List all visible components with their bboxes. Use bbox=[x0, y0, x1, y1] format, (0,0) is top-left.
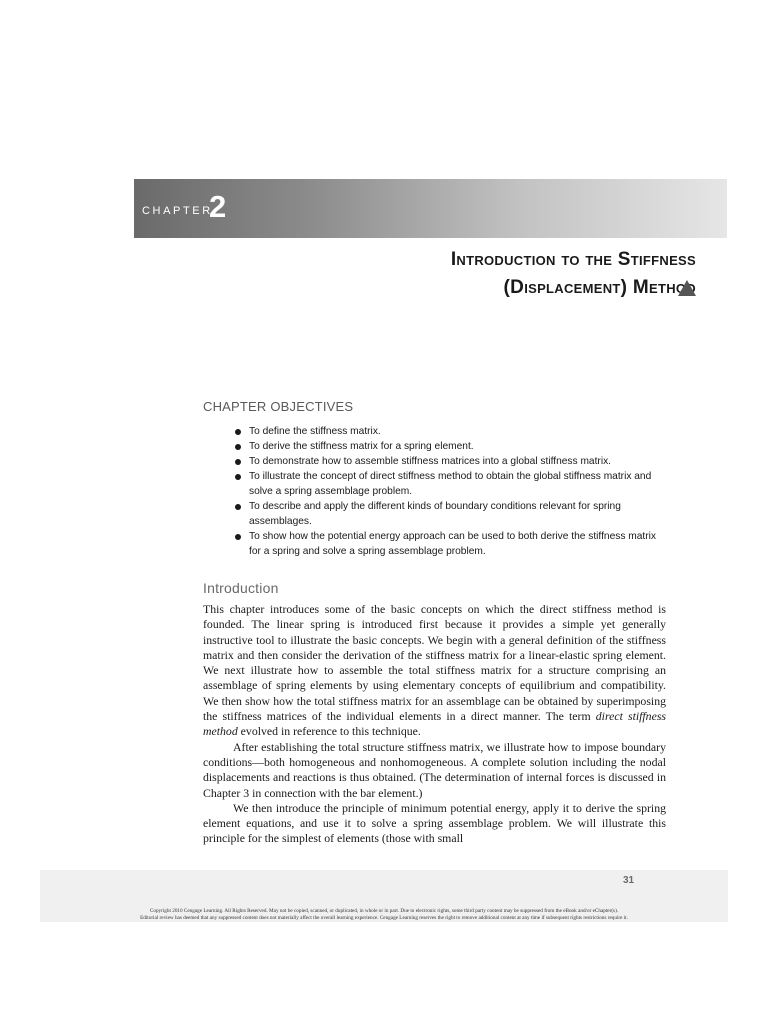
list-item bbox=[249, 529, 665, 559]
list-item bbox=[249, 469, 665, 499]
introduction-body bbox=[203, 602, 666, 847]
list-item-text: To show how the potential energy approach can be used to both derive the stiffness matrix for a spring and solve a spring assemblage problem. bbox=[249, 531, 656, 557]
list-item bbox=[249, 424, 665, 439]
bullet-icon bbox=[235, 534, 241, 540]
bullet-icon bbox=[235, 444, 241, 450]
list-item-text: To describe and apply the different kinds of boundary conditions relevant for spring assemblages. bbox=[249, 501, 621, 527]
bullet-icon bbox=[235, 504, 241, 510]
emphasis-term: direct stiffness method bbox=[203, 709, 667, 739]
list-item bbox=[249, 454, 665, 469]
bullet-icon bbox=[235, 459, 241, 465]
list-item-text: To define the stiffness matrix. bbox=[249, 426, 381, 437]
chapter-banner bbox=[134, 179, 727, 238]
chapter-number: 2 bbox=[209, 189, 227, 224]
copyright-line-2: Editorial review has deemed that any suppressed content does not materially affect the overall learning experience. Cengage Learning reserves the right to remove additional content at any time if subsequent rights restrictions require it. bbox=[140, 915, 628, 921]
paragraph-1: This chapter introduces some of the basic concepts on which the direct stiffness method is founded. The linear spring is introduced first because it provides a simple yet generally instructive tool to illustrate the basic concepts. We begin with a general definition of the stiffness matrix and then consider the derivation of the stiffness matrix for a linear-elastic spring element. We next illustrate how to assemble the total stiffness matrix for a structure comprising an assemblage of spring elements by using elementary concepts of equilibrium and compatibility. We then show how the total stiffness matrix for an assemblage can be obtained by superimposing the stiffness matrices of the individual elements in a direct manner. The term direct stiffness method evolved in reference to this technique. bbox=[203, 602, 667, 739]
objectives-heading: CHAPTER OBJECTIVES bbox=[203, 399, 354, 414]
introduction-heading: Introduction bbox=[203, 580, 279, 596]
list-item bbox=[249, 439, 665, 454]
list-item-text: To derive the stiffness matrix for a spring element. bbox=[249, 441, 474, 452]
objectives-list bbox=[249, 424, 665, 559]
list-item bbox=[249, 499, 665, 529]
paragraph-3: We then introduce the principle of minimum potential energy, apply it to derive the spring element equations, and use it to solve a spring assemblage problem. We will illustrate this principle for the simplest of elements (those with small bbox=[203, 800, 666, 846]
page-number: 31 bbox=[623, 875, 635, 886]
chapter-title-line-1: Introduction to the Stiffness bbox=[450, 249, 696, 270]
list-item-text: To demonstrate how to assemble stiffness matrices into a global stiffness matrix. bbox=[249, 456, 612, 467]
bullet-icon bbox=[235, 429, 241, 435]
chapter-title-line-2: (Displacement) Method bbox=[503, 277, 696, 298]
bullet-icon bbox=[235, 474, 241, 480]
chapter-title bbox=[451, 246, 696, 302]
triangle-icon bbox=[678, 280, 696, 296]
copyright-line-1: Copyright 2010 Cengage Learning. All Rights Reserved. May not be copied, scanned, or duplicated, in whole or in part. Due to electronic rights, some third party content may be suppressed from the eBook and/or eChapter(s). bbox=[149, 908, 619, 914]
chapter-label: CHAPTER bbox=[142, 205, 213, 217]
paragraph-2: After establishing the total structure stiffness matrix, we illustrate how to impose boundary conditions—both homogeneous and nonhomogeneous. A complete solution including the nodal displacements and reactions is thus obtained. (The determination of internal forces is discussed in Chapter 3 in connection with the bar element.) bbox=[203, 739, 666, 800]
copyright-notice bbox=[44, 908, 724, 922]
list-item-text: To illustrate the concept of direct stiffness method to obtain the global stiffness matrix and solve a spring assemblage problem. bbox=[249, 471, 652, 497]
